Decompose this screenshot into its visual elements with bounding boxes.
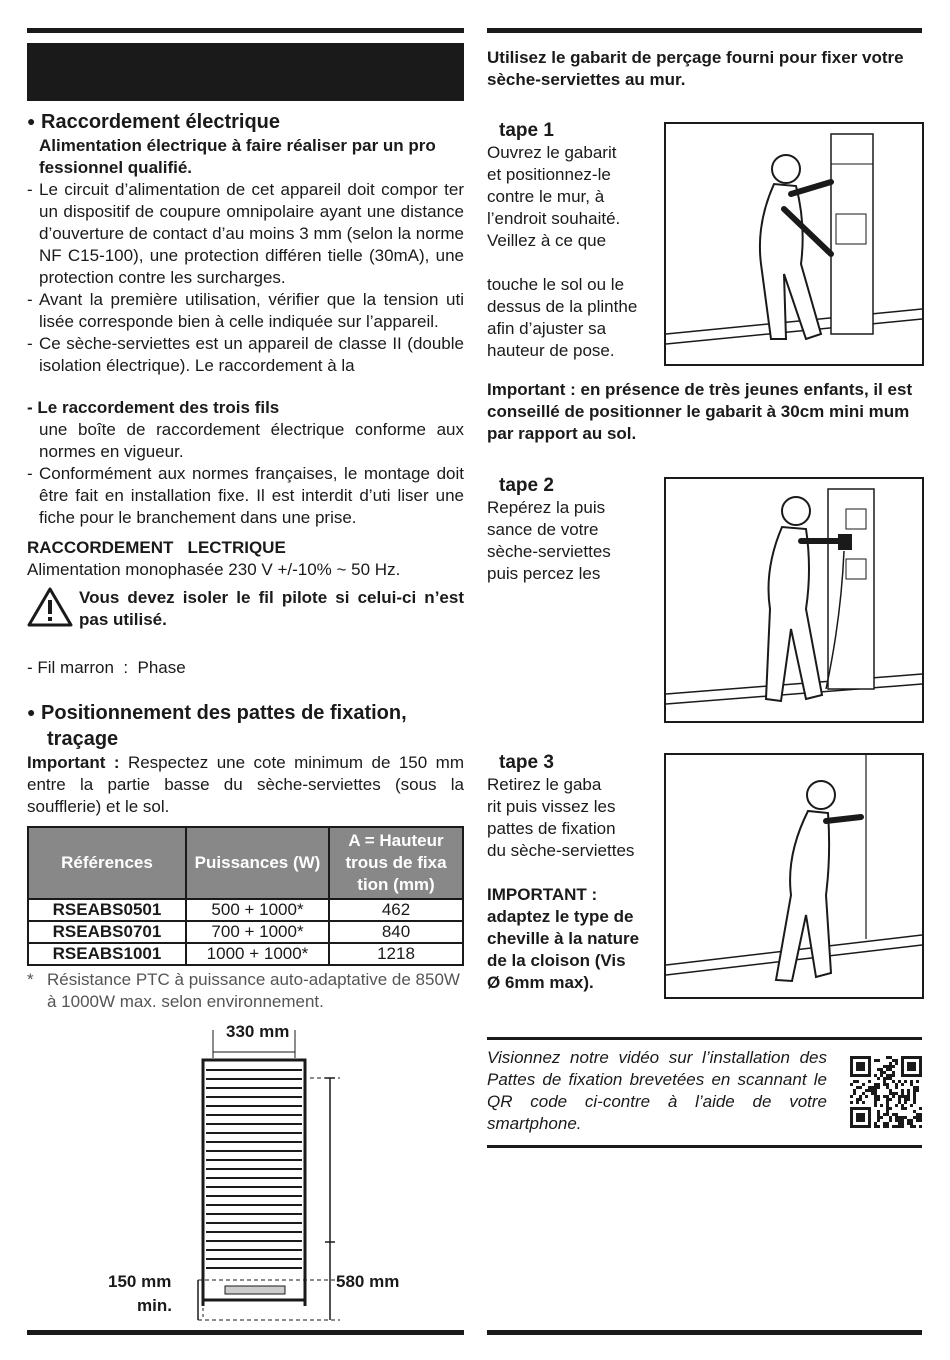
table-cell: 1218 [329, 943, 463, 965]
text-line: touche le sol ou le [487, 275, 625, 294]
warning-block [27, 587, 464, 631]
step-1-important: Important : en présence de très jeunes enfants, il est conseillé de positionner le gabarit à 30cm mini mum par rapport au sol. [487, 380, 913, 443]
warning-text: Vous devez isoler le fil pilote si celui-ci n’est pas utilisé. [79, 588, 464, 629]
text-line: l’endroit souhaité. [487, 209, 621, 228]
section-header-band [27, 43, 464, 101]
step-1-text [487, 142, 657, 362]
section-title-electrical: ● Raccordement électrique [27, 111, 281, 133]
table-cell: RSEABS1001 [28, 943, 186, 965]
intro-text: Utilisez le gabarit de perçage fourni pour fixer votre sèche-serviettes au mur. [487, 48, 904, 89]
step-3-important [487, 884, 657, 994]
qr-code[interactable] [850, 1056, 922, 1128]
step-3-illustration [664, 753, 924, 999]
warning-icon [27, 587, 73, 627]
text-line: hauteur de pose. [487, 341, 615, 360]
table-cell: 840 [329, 921, 463, 943]
qr-code-icon [850, 1056, 922, 1128]
text-line: contre le mur, à [487, 187, 605, 206]
table-cell: 462 [329, 899, 463, 921]
top-rule-right [487, 28, 922, 33]
text-line: Ø 6mm max). [487, 973, 594, 992]
text-line: rit puis vissez les [487, 797, 616, 816]
height-label: 580 mm [336, 1272, 400, 1291]
step-1-illustration [664, 122, 924, 366]
table-cell: 1000 + 1000* [186, 943, 329, 965]
references-table [27, 826, 464, 966]
text-line: cheville à la nature [487, 929, 640, 948]
section-subtitle: Alimentation électrique à faire réaliser par un pro fessionnel qualifié. [39, 136, 436, 177]
text-line: Veillez à ce que [487, 231, 607, 250]
video-text: Visionnez notre vidéo sur l’installation des Pattes de fixation brevetées en scannant le QR code ci-contre à l’aide de votre smartphone. [487, 1048, 827, 1133]
raccordement-text: Alimentation monophasée 230 V +/-10% ~ 50 Hz. [27, 560, 401, 579]
text-line: puis percez les [487, 564, 601, 583]
text-line: Ouvrez le gabarit [487, 143, 617, 162]
radiator-diagram [100, 1022, 420, 1322]
text-line: IMPORTANT : [487, 885, 598, 904]
list-item: - Ce sèche-serviettes est un appareil de classe II (double isolation électrique). Le raccordement à la [27, 334, 464, 375]
list-item: - Conformément aux normes françaises, le montage doit être fait en installation fixe. Il est interdit d’uti liser une fiche pour le branchement dans une prise. [27, 464, 464, 527]
person-template-icon [666, 124, 922, 364]
text-line: de la cloison (Vis [487, 951, 626, 970]
table-cell: RSEABS0701 [28, 921, 186, 943]
text-line: adaptez le type de [487, 907, 634, 926]
step-1-title: tape 1 [499, 120, 554, 141]
person-drilling-icon [666, 479, 922, 721]
table-cell: 700 + 1000* [186, 921, 329, 943]
text-line: sèche-serviettes [487, 542, 611, 561]
bottom-rule-left [27, 1330, 464, 1335]
raccordement-title: RACCORDEMENT LECTRIQUE [27, 538, 286, 557]
table-cell: 500 + 1000* [186, 899, 329, 921]
top-rule-left [27, 28, 464, 33]
video-top-rule [487, 1037, 922, 1040]
text-line: pattes de fixation [487, 819, 616, 838]
wires-title: - Le raccordement des trois fils [27, 398, 280, 417]
step-3 [487, 752, 657, 994]
text-line: Repérez la puis [487, 498, 606, 517]
text-line [487, 252, 657, 274]
width-label: 330 mm [226, 1022, 290, 1041]
table-row [28, 899, 463, 921]
list-item: - Le circuit d’alimentation de cet appareil doit compor ter un dispositif de coupure omnipolaire ayant une distance d’ouverture de contact d’au moins 3 mm (selon la norme NF C15-100), une protection différen tielle (30mA), une protection contre les surcharges. [27, 180, 464, 287]
step-2-illustration [664, 477, 924, 723]
text-line: du sèche-serviettes [487, 841, 635, 860]
video-bottom-rule [487, 1145, 922, 1148]
step-3-text [487, 774, 657, 862]
min-height-label: 150 mm [108, 1272, 172, 1291]
person-screwing-icon [666, 755, 922, 997]
wires-text: une boîte de raccordement électrique conforme aux normes en vigueur. [39, 420, 464, 461]
wire-line: - Fil marron : Phase [27, 658, 186, 677]
step-2 [487, 475, 657, 585]
table-header: Références [28, 827, 186, 899]
table-cell: RSEABS0501 [28, 899, 186, 921]
min-height-label-2: min. [137, 1296, 172, 1315]
table-header: A = Hauteur trous de fixa tion (mm) [329, 827, 463, 899]
step-1 [487, 120, 657, 362]
section-title-positioning-line2: traçage [47, 728, 119, 750]
section-title-positioning: ● Positionnement des pattes de fixation, [27, 702, 407, 724]
step-3-title: tape 3 [499, 752, 554, 773]
left-column [27, 108, 464, 1013]
text-line: afin d’ajuster sa [487, 319, 607, 338]
table-header: Puissances (W) [186, 827, 329, 899]
bottom-rule-right [487, 1330, 922, 1335]
text-line: Retirez le gaba [487, 775, 602, 794]
table-footnote: * Résistance PTC à puissance auto-adaptative de 850W à 1000W max. selon environnement. [27, 970, 460, 1011]
text-line: et positionnez-le [487, 165, 611, 184]
step-2-text [487, 497, 657, 585]
list-item: - Avant la première utilisation, vérifier que la tension uti lisée corresponde bien à celle indiquée sur l’appareil. [27, 290, 464, 331]
important-note: Important : Respectez une cote minimum de 150 mm entre la partie basse du sèche-serviettes (sous la soufflerie) et le sol. [27, 753, 464, 816]
text-line: sance de votre [487, 520, 599, 539]
table-row [28, 943, 463, 965]
table-row [28, 921, 463, 943]
text-line: dessus de la plinthe [487, 297, 638, 316]
step-2-title: tape 2 [499, 475, 554, 496]
